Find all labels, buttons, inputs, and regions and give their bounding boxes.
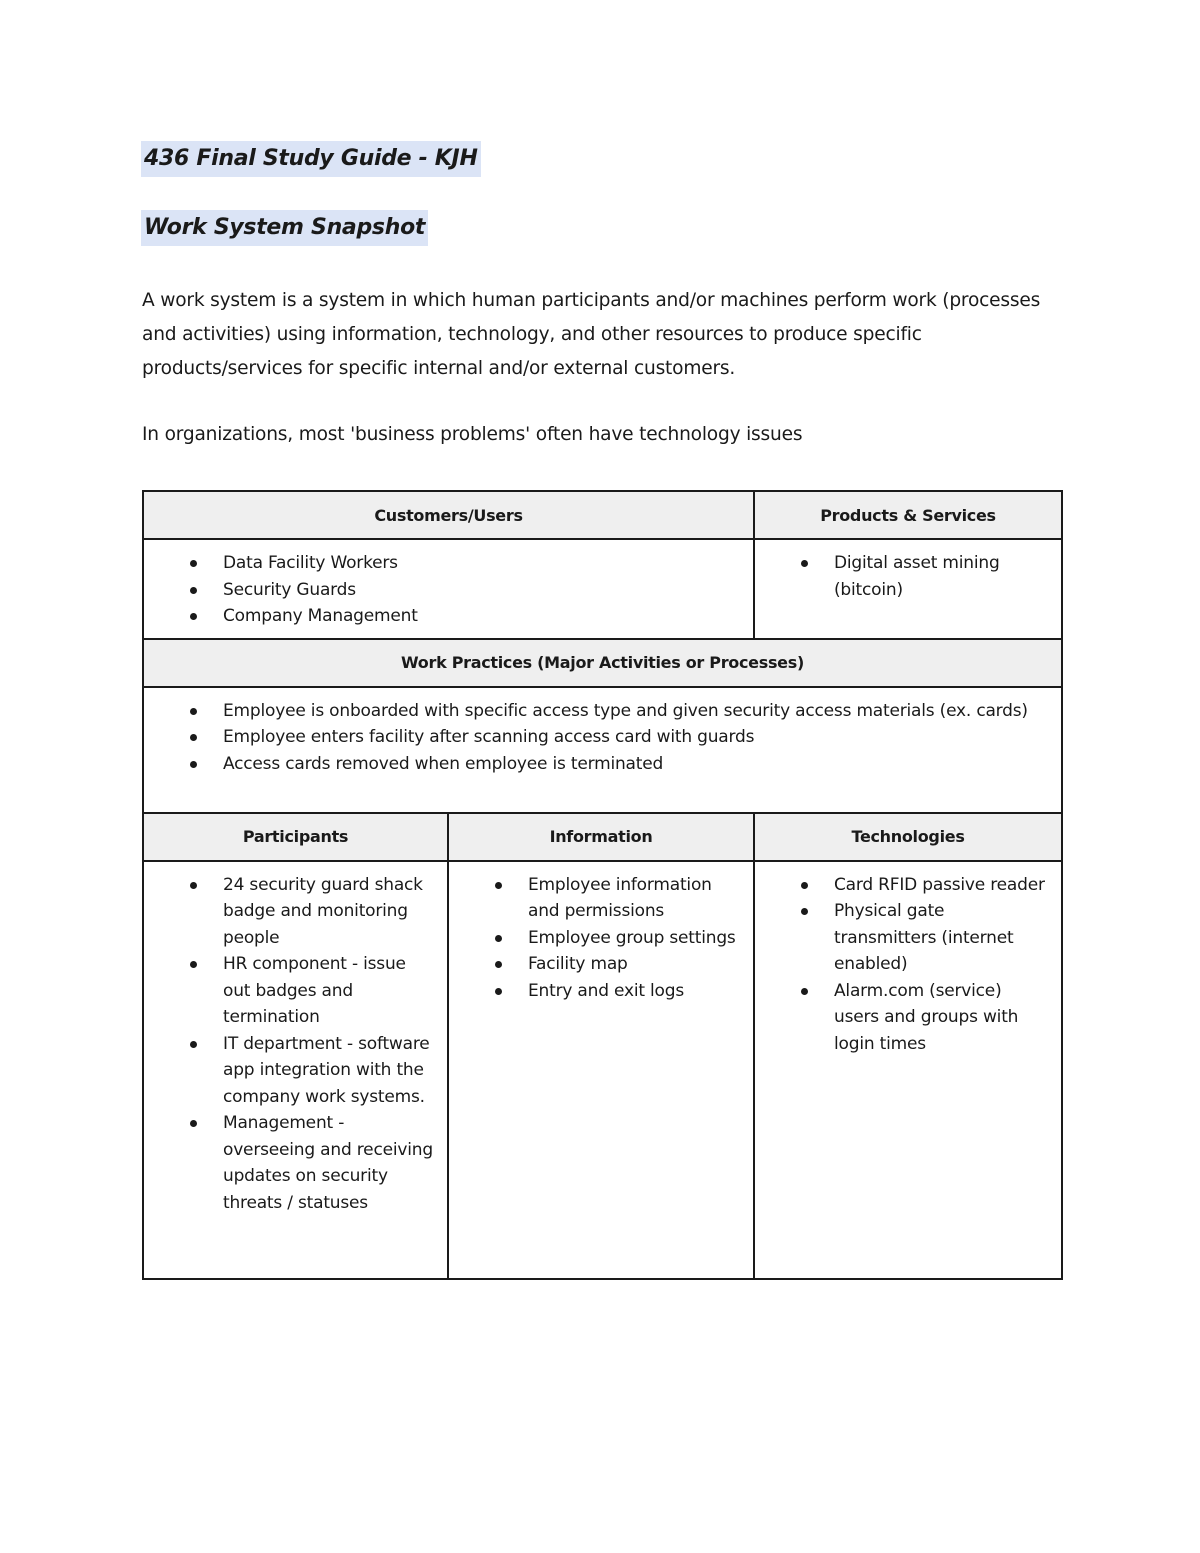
list-item: Entry and exit logs <box>528 978 739 1005</box>
products-list <box>755 540 1061 611</box>
technologies-list <box>755 862 1061 1066</box>
section-title: Work System Snapshot <box>141 210 428 246</box>
customers-list <box>144 540 753 638</box>
list-item: Alarm.com (service) users and groups with login times <box>834 978 1047 1058</box>
table-header-row <box>143 813 1062 861</box>
work-practices-cell <box>143 687 1062 813</box>
table-row <box>143 539 1062 639</box>
table-header-row <box>143 639 1062 687</box>
work-system-table <box>142 490 1063 1280</box>
list-item: Security Guards <box>223 577 739 604</box>
intro-paragraph: A work system is a system in which human participants and/or machines perform work (processes and activities) using information, technology, and other resources to produce specific products/services for specific internal and/or external customers. <box>142 290 1041 379</box>
list-item: Management - overseeing and receiving updates on security threats / statuses <box>223 1110 433 1216</box>
list-item: Access cards removed when employee is terminated <box>223 751 1047 778</box>
work-practices-list <box>144 688 1061 786</box>
list-item: Digital asset mining (bitcoin) <box>834 550 1047 603</box>
document-title: 436 Final Study Guide - KJH <box>141 141 481 177</box>
list-item: Company Management <box>223 603 739 630</box>
work-practices-header: Work Practices (Major Activities or Processes) <box>143 639 1062 687</box>
list-item: Card RFID passive reader <box>834 872 1047 899</box>
list-item: IT department - software app integration with the company work systems. <box>223 1031 433 1111</box>
note-paragraph: In organizations, most 'business problems' often have technology issues <box>142 424 803 445</box>
list-item: Data Facility Workers <box>223 550 739 577</box>
products-cell <box>754 539 1062 639</box>
list-item: Physical gate transmitters (internet enabled) <box>834 898 1047 978</box>
list-item: Employee is onboarded with specific access type and given security access materials (ex. cards) <box>223 698 1047 725</box>
participants-cell <box>143 861 448 1279</box>
list-item: Employee group settings <box>528 925 739 952</box>
table-row <box>143 687 1062 813</box>
products-header: Products & Services <box>754 491 1062 539</box>
list-item: 24 security guard shack badge and monitoring people <box>223 872 433 952</box>
table-header-row <box>143 491 1062 539</box>
technologies-cell <box>754 861 1062 1279</box>
list-item: Facility map <box>528 951 739 978</box>
list-item: HR component - issue out badges and termination <box>223 951 433 1031</box>
customers-header: Customers/Users <box>143 491 754 539</box>
list-item: Employee information and permissions <box>528 872 739 925</box>
information-list <box>449 862 753 1013</box>
participants-header: Participants <box>143 813 448 861</box>
customers-cell <box>143 539 754 639</box>
table-row <box>143 861 1062 1279</box>
technologies-header: Technologies <box>754 813 1062 861</box>
participants-list <box>144 862 447 1225</box>
list-item: Employee enters facility after scanning access card with guards <box>223 724 1047 751</box>
information-cell <box>448 861 754 1279</box>
information-header: Information <box>448 813 754 861</box>
